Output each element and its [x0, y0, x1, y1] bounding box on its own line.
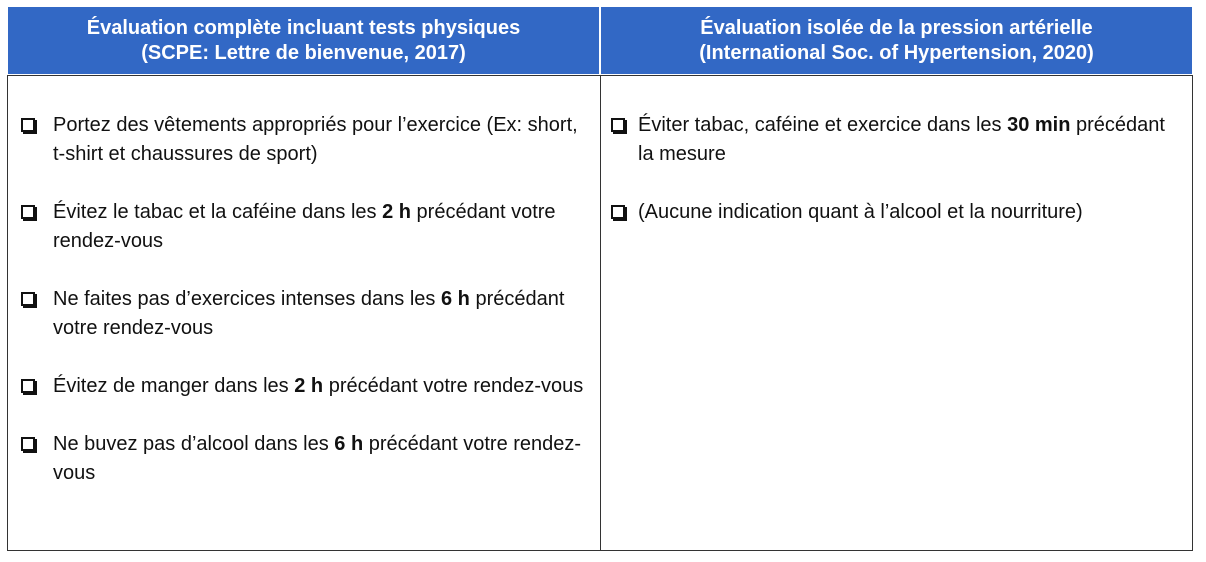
list-item [21, 430, 590, 488]
checkbox-icon [611, 118, 625, 132]
checkbox-icon [21, 437, 35, 451]
list-item-text: (Aucune indication quant à l’alcool et la nourriture) [638, 201, 1083, 223]
list-item [21, 285, 590, 343]
comparison-table [7, 6, 1193, 551]
header-row [7, 6, 1193, 75]
header-cell-complete-evaluation [7, 6, 600, 75]
list-item [611, 198, 1182, 227]
checkbox-icon [21, 379, 35, 393]
checkbox-icon [611, 205, 625, 219]
checkbox-icon [21, 205, 35, 219]
list-item-text: Évitez de manger dans les 2 h précédant votre rendez-vous [53, 375, 584, 397]
checkbox-icon [21, 292, 35, 306]
checkbox-icon [21, 118, 35, 132]
header-cell-blood-pressure-evaluation [600, 6, 1193, 75]
left-column [8, 76, 601, 550]
list-item-text: Évitez le tabac et la caféine dans les 2 h précédant votre rendez-vous [53, 201, 556, 252]
list-item [611, 111, 1182, 169]
list-item-text: Ne buvez pas d’alcool dans les 6 h précédant votre rendez-vous [53, 433, 582, 484]
body-row [7, 75, 1193, 551]
header-right-source: (International Soc. of Hypertension, 2020) [699, 41, 1094, 64]
list-item [21, 198, 590, 256]
list-item-text: Éviter tabac, caféine et exercice dans les 30 min précédant la mesure [638, 114, 1165, 165]
header-left-title: Évaluation complète incluant tests physiques [86, 16, 521, 39]
list-item [21, 372, 590, 401]
header-right-title: Évaluation isolée de la pression artérielle [700, 16, 1093, 39]
list-item-text: Portez des vêtements appropriés pour l’exercice (Ex: short, t-shirt et chaussures de sport) [53, 114, 578, 165]
list-item-text: Ne faites pas d’exercices intenses dans les 6 h précédant votre rendez-vous [53, 288, 565, 339]
right-column [601, 76, 1192, 550]
list-item [21, 111, 590, 169]
header-left-source: (SCPE: Lettre de bienvenue, 2017) [141, 41, 466, 64]
